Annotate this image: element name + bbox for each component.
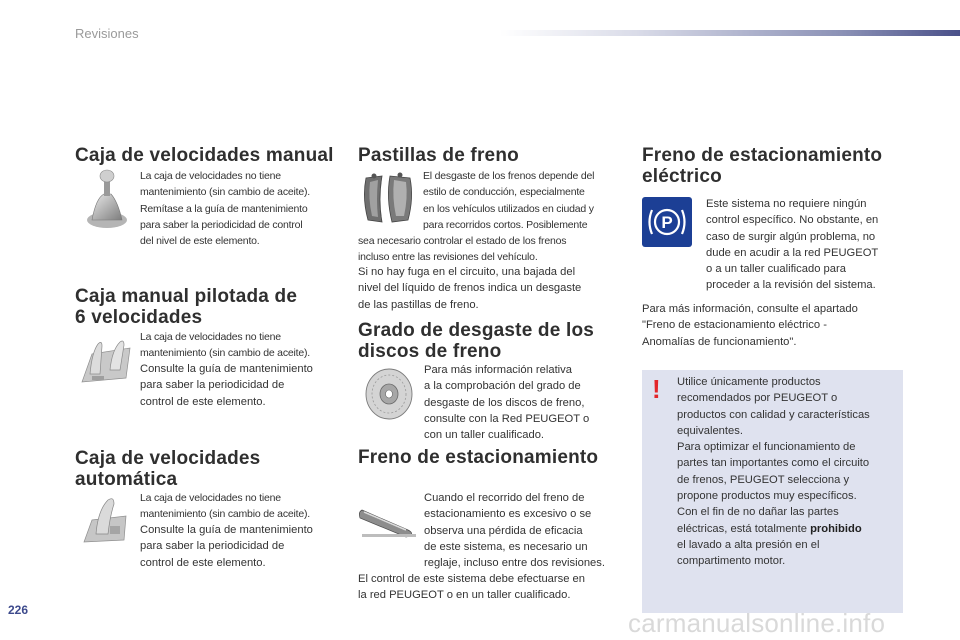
electric-parking-brake-text: Para más información, consulte el apartado "Freno de estacionamiento eléctrico - Anomalías de funcionamiento". [642, 303, 858, 348]
heading-disc-wear [358, 320, 594, 362]
warning-bold-word: prohibido [810, 522, 862, 535]
manual-gearbox-text: La caja de velocidades no tiene mantenimiento (sin cambio de aceite). Remítase a la guía de mantenimiento para saber la periodicidad de control del nivel de este elemento. [140, 170, 311, 248]
heading-electric-parking-brake-line1: Freno de estacionamiento [642, 145, 883, 166]
warning-text [677, 374, 899, 570]
watermark-text: carmanualsonline.info [628, 608, 886, 638]
warning-exclamation-icon: ! [652, 374, 661, 404]
automatic-gearbox-text-small: La caja de velocidades no tiene mantenimiento (sin cambio de aceite). [140, 492, 311, 521]
parking-p-letter: P [661, 213, 673, 232]
automatic-gearbox-text: Consulte la guía de mantenimiento para saber la periodicidad de control de este elemento. [140, 524, 313, 569]
heading-disc-wear-line1: Grado de desgaste de los [358, 320, 595, 341]
parking-brake-text-indent: Cuando el recorrido del freno de estacionamiento es excesivo o se observa una pérdida de eficacia de este sistema, es necesario un reglaje, incluso entre dos revisiones. [424, 492, 605, 570]
heading-disc-wear-line2: discos de freno [358, 341, 502, 362]
manual-gear-lever-icon [80, 168, 130, 230]
heading-piloted-gearbox [75, 286, 297, 328]
piloted-gear-lever-icon [78, 334, 134, 386]
disc-wear-text: Para más información relativa a la comprobación del grado de desgaste de los discos de freno, consulte con la Red PEUGEOT o con un taller cualificado. [424, 364, 590, 442]
page-number: 226 [8, 603, 29, 617]
header-gradient-bar [500, 30, 960, 36]
brake-disc-icon [362, 366, 416, 422]
heading-automatic-gearbox [75, 448, 260, 490]
parking-brake-lever-icon [358, 500, 418, 540]
heading-electric-parking-brake [642, 145, 882, 187]
heading-electric-parking-brake-line2: eléctrico [642, 166, 722, 187]
electric-parking-brake-icon [642, 197, 692, 247]
automatic-gear-lever-icon [80, 494, 130, 546]
heading-manual-gearbox: Caja de velocidades manual [75, 145, 334, 166]
parking-brake-text: El control de este sistema debe efectuarse en la red PEUGEOT o en un taller cualificado. [358, 573, 585, 602]
warning-text-start: Utilice únicamente productos recomendados por PEUGEOT o productos con calidad y características equivalentes. Para optimizar el funcionamiento de partes tan importantes como el circuito de frenos, PEUGEOT selecciona y propone productos muy específicos. Con el fin de no dañar las partes eléctricas, está totalmente [677, 376, 870, 535]
heading-automatic-gearbox-line1: Caja de velocidades [75, 448, 261, 469]
brake-pads-icon [360, 170, 416, 228]
heading-piloted-gearbox-line2: 6 velocidades [75, 307, 203, 328]
brake-pads-text-small-full: sea necesario controlar el estado de los frenos incluso entre las revisiones del vehículo. [358, 235, 567, 264]
heading-brake-pads: Pastillas de freno [358, 145, 519, 166]
brake-pads-text-small: El desgaste de los frenos depende del estilo de conducción, especialmente en los vehículos utilizados en ciudad y para recorridos cortos. Posiblemente [423, 170, 595, 231]
piloted-gearbox-text-small: La caja de velocidades no tiene mantenimiento (sin cambio de aceite). [140, 331, 311, 360]
section-header-title: Revisiones [75, 26, 139, 41]
heading-parking-brake: Freno de estacionamiento [358, 447, 599, 468]
electric-parking-brake-text-indent: Este sistema no requiere ningún control específico. No obstante, en caso de surgir algún problema, no dude en acudir a la red PEUGEOT o a un taller cualificado para proceder a la revisión del sistema. [706, 198, 879, 292]
parking-p-icon [642, 197, 692, 247]
warning-text-end: el lavado a alta presión en el compartimento motor. [677, 538, 820, 568]
brake-pads-text: Si no hay fuga en el circuito, una bajada del nivel del líquido de frenos indica un desgaste de las pastillas de freno. [358, 266, 582, 311]
heading-automatic-gearbox-line2: automática [75, 469, 178, 490]
piloted-gearbox-text: Consulte la guía de mantenimiento para saber la periodicidad de control de este elemento. [140, 363, 313, 408]
heading-piloted-gearbox-line1: Caja manual pilotada de [75, 286, 298, 307]
